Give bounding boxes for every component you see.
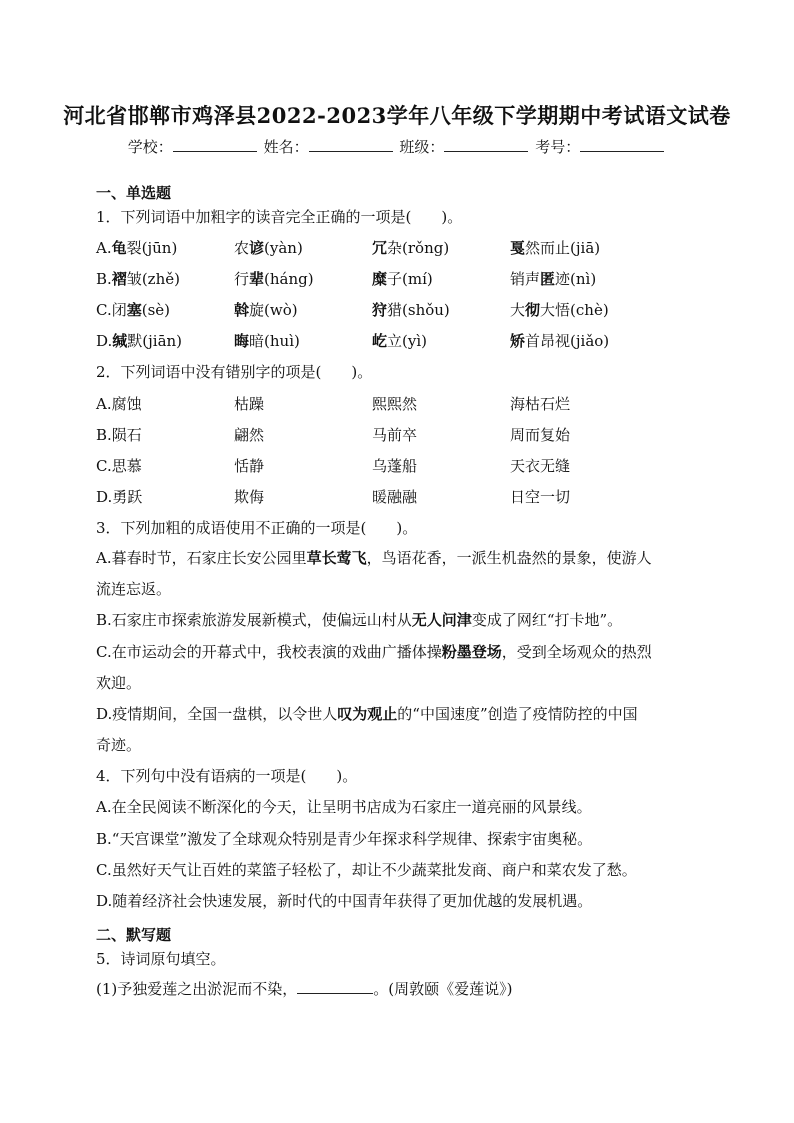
q4-option-a: A.在全民阅读不断深化的今天，让呈明书店成为石家庄一道亮丽的风景线。	[96, 798, 592, 816]
q1-d-1: D.缄默(jiān)	[96, 332, 183, 350]
q1-c-1: C.闭塞(sè)	[96, 301, 171, 319]
q2-a-2: 枯躁	[234, 395, 265, 413]
page-title: 河北省邯郸市鸡泽县2022-2023学年八年级下学期期中考试语文试卷	[63, 103, 731, 128]
q2-option-b	[96, 424, 716, 446]
q3-a-idiom: 草长莺飞	[306, 549, 367, 567]
q2-c-3: 乌蓬船	[372, 457, 418, 475]
q2-d-1: D.勇跃	[96, 488, 143, 506]
q1-c-2: 斡旋(wò)	[234, 301, 298, 319]
q2-b-1: B.陨石	[96, 426, 142, 444]
q2-option-c	[96, 455, 716, 477]
q3-option-a-line2: 流连忘返。	[96, 580, 172, 598]
q3-c-text: C.在市运动会的开幕式中，我校表演的戏曲广播体操	[96, 643, 442, 661]
class-label: 班级：	[399, 138, 445, 156]
q3-b-text2: 变成了网红“打卡地”。	[471, 611, 623, 629]
q1-a-4: 戛然而止(jiā)	[510, 239, 601, 257]
class-blank[interactable]	[444, 137, 528, 152]
q1-option-c	[96, 299, 716, 321]
q2-d-3: 暖融融	[372, 488, 418, 506]
q2-a-4: 海枯石烂	[510, 395, 571, 413]
q2-b-3: 马前卒	[372, 426, 418, 444]
school-blank[interactable]	[173, 137, 257, 152]
student-info-line	[0, 136, 794, 157]
q3-b-text: B.石家庄市探索旅游发展新模式，使偏远山村从	[96, 611, 412, 629]
q3-d-idiom: 叹为观止	[337, 705, 398, 723]
name-blank[interactable]	[309, 137, 393, 152]
q2-d-4: 日空一切	[510, 488, 571, 506]
q3-c-text2: ，受到全场观众的热烈	[501, 643, 652, 661]
q2-c-4: 天衣无缝	[510, 457, 571, 475]
school-label: 学校：	[127, 138, 173, 156]
q4-option-c: C.虽然好天气让百姓的菜篮子轻松了，却让不少蔬菜批发商、商户和菜农发了愁。	[96, 861, 637, 879]
question-1-stem: 1．下列词语中加粗字的读音完全正确的一项是( )。	[96, 208, 463, 226]
q4-option-b: B.“天宫课堂”激发了全球观众特别是青少年探求科学规律、探索宇宙奥秘。	[96, 830, 593, 848]
question-4-stem: 4．下列句中没有语病的一项是( )。	[96, 767, 358, 785]
section-heading-single-choice: 一、单选题	[96, 184, 172, 202]
q3-option-b	[96, 609, 622, 630]
number-blank[interactable]	[580, 137, 664, 152]
number-label: 考号：	[535, 138, 581, 156]
q3-option-a-line1	[96, 547, 652, 568]
question-2-stem: 2．下列词语中没有错别字的项是( )。	[96, 363, 373, 381]
q1-option-d	[96, 330, 716, 352]
q3-option-c-line1	[96, 641, 652, 662]
q2-option-a	[96, 393, 716, 415]
q2-d-2: 欺侮	[234, 488, 265, 506]
q4-option-d: D.随着经济社会快速发展，新时代的中国青年获得了更加优越的发展机遇。	[96, 892, 593, 910]
q1-a-2: 农谚(yàn)	[234, 239, 303, 257]
q2-c-1: C.思慕	[96, 457, 142, 475]
q1-d-2: 晦暗(huì)	[234, 332, 300, 350]
q1-b-1: B.褶皱(zhě)	[96, 270, 180, 288]
q2-b-4: 周而复始	[510, 426, 571, 444]
q2-option-d	[96, 486, 716, 508]
q1-option-b	[96, 268, 716, 290]
q5-item1-blank[interactable]	[297, 979, 373, 994]
question-3-stem: 3．下列加粗的成语使用不正确的一项是( )。	[96, 519, 418, 537]
q5-item-1	[96, 978, 512, 999]
q1-d-4: 矫首昂视(jiǎo)	[510, 332, 610, 350]
q2-a-1: A.腐蚀	[96, 395, 142, 413]
q1-c-3: 狩猎(shǒu)	[372, 301, 450, 319]
q2-c-2: 恬静	[234, 457, 265, 475]
q3-d-text: D.疫情期间，全国一盘棋，以令世人	[96, 705, 338, 723]
q3-b-idiom: 无人问津	[411, 611, 472, 629]
q1-b-4: 销声匿迹(nì)	[510, 270, 597, 288]
q3-a-text: A.暮春时节，石家庄长安公园里	[96, 549, 307, 567]
question-5-stem: 5．诗词原句填空。	[96, 950, 226, 968]
q1-b-3: 糜子(mí)	[372, 270, 433, 288]
q5-item1-text: (1)予独爱莲之出淤泥而不染，	[96, 980, 298, 998]
name-label: 姓名：	[263, 138, 309, 156]
q1-option-a	[96, 237, 716, 259]
q1-b-2: 行辈(háng)	[234, 270, 314, 288]
q1-a-1: A.龟裂(jūn)	[96, 239, 178, 257]
q3-a-text2: ，鸟语花香，一派生机盎然的景象，使游人	[366, 549, 652, 567]
q3-d-text2: 的“中国速度”创造了疫情防控的中国	[397, 705, 638, 723]
q1-a-3: 冗杂(rǒng)	[372, 239, 450, 257]
q1-d-3: 屹立(yì)	[372, 332, 427, 350]
q3-option-c-line2: 欢迎。	[96, 674, 142, 692]
q3-option-d-line2: 奇迹。	[96, 736, 142, 754]
q1-c-4: 大彻大悟(chè)	[510, 301, 609, 319]
section-heading-dictation: 二、默写题	[96, 926, 172, 944]
q3-c-idiom: 粉墨登场	[441, 643, 502, 661]
q2-a-3: 熙熙然	[372, 395, 418, 413]
q5-item1-source: 。(周敦颐《爱莲说》)	[373, 980, 513, 998]
q3-option-d-line1	[96, 703, 638, 724]
q2-b-2: 翩然	[234, 426, 265, 444]
